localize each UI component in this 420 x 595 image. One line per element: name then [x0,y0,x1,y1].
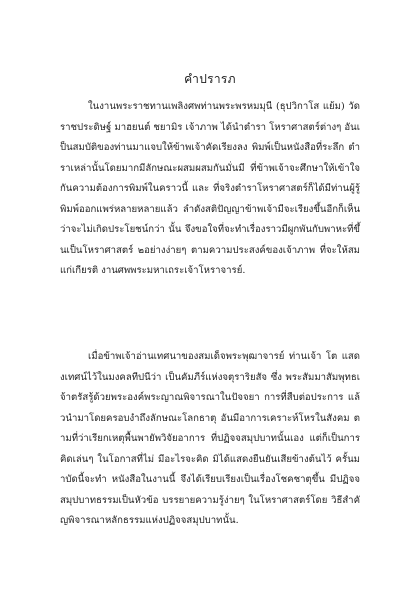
document-title: คำปรารภ [184,72,236,86]
paragraph-2: เมื่อข้าพเจ้าอ่านเทศนาของสมเด็จพระพุฒาจารย์ ท่านเจ้า โต แสดงเทศน์ไว้ในมงคลทีปนีว่า เป็นคัมภีร์แห่งจตุราริยสัจ ซึ่ง พระสัมมาสัมพุทธเจ้าตรัสรู้ด้วยพระองค์พระญาณพิจารณาในปัจจยา การที่สืบต่อประการ แล้วนำมาโดยครอบงำถึงลักษณะโลกธาตุ อันมีอาการเคราะห์โหรในสังคม ตามที่ว่าเรียกเหตุพื้นพายัพวิจัยอาการ ที่ปฏิจจสมุปบาทนั้นเอง แต่ก็เป็นการคิดเล่นๆ ในโอกาสที่ไม่ มีอะไรจะคิด มิได้แสดงยืนยันเสียข้างต้นไว้ ครั้นมาบัดนี้จะทำ หนังสือในงานนี้ จึงได้เรียบเรียงเป็นเรื่องโชคชาตุขึ้น มีปฏิจจ สมุปบาทธรรมเป็นหัวข้อ บรรยายความรู้ง่ายๆ ในโหราศาสตร์โดย วิธีสำคัญพิจารณาหลักธรรมแห่งปฏิจจสมุปบาทนั้น. [60,351,360,526]
paragraph-1: ในงานพระราชทานเพลิงศพท่านพระพรหมมุนี (ธุปวิกาโส แย้ม) วัดราชประดิษฐ์ มาฮยนต์ ชยามิร เจ้าภาพ ได้นำตำรา โหราศาสตร์ต่างๆ อันเป็นสมบัติของท่านมาแจบให้ข้าพเจ้าคัดเรียงลง พิมพ์เป็นหนังสือที่ระลึก ตำราเหล่านั้นโดยมากมีลักษณะผสมผสมกันมั่นมี ที่ข้าพเจ้าจะศึกษาให้เข้าใจกันความต้องการพิมพ์ในคราวนี้ และ ที่จริงตำราโหราศาสตร์ก็ได้มีท่านผู้รู้พิมพ์ออกแพร่หลายหลายแล้ว ลำดังสติปัญญาข้าพเจ้ามีจะเรียงขึ้นอีกก็เห็นว่าจะไม่เกิดประโยชน์กว่า นั้น จึงขอใจที่จะทำเรื่องราวมีผูกพันกับพาหะที่ขึ้นเป็นโหราศาสตร์ ๒อย่างง่ายๆ ตามความประสงค์ของเจ้าภาพ ที่จะให้สมแก่เกียรติ งานศพพระมหาเถระเจ้าโหราจารย์. [60,101,360,276]
